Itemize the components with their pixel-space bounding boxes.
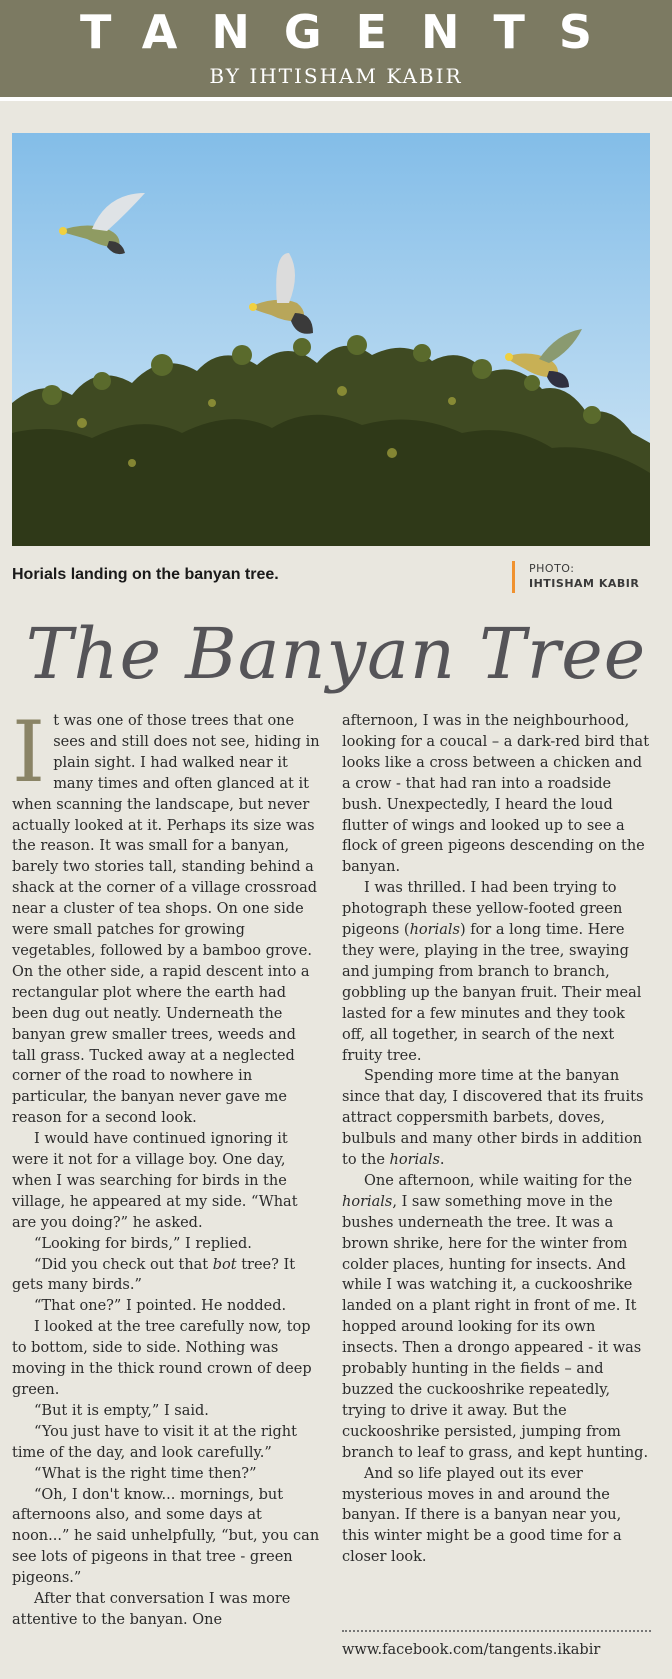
photo-credit-name: IHTISHAM KABIR <box>529 577 640 590</box>
paragraph: “You just have to visit it at the right time of the day, and look carefully.” <box>12 1423 297 1461</box>
paragraph: “That one?” I pointed. He nodded. <box>34 1298 287 1315</box>
paragraph: One afternoon, while waiting for the horials, I saw something move in the bushes underneath the tree. It was a brown shrike, here for the winter from colder places, hunting for insects. And while I was watching it, a cuckooshrike landed on a plant right in front of me. It hopped around looking for its own insects. Then a drongo appeared - it was probably hunting in the fields – and buzzed the cuckooshrike repeatedly, trying to drive it away. But the cuckooshrike persisted, jumping from branch to leaf to grass, and kept hunting. <box>342 1172 649 1461</box>
photo-credit-label: PHOTO: <box>529 562 575 575</box>
paragraph: I would have continued ignoring it were it not for a village boy. One day, when I was searching for birds in the village, he appeared at my side. “What are you doing?” he asked. <box>12 1131 298 1231</box>
article-photo <box>12 133 650 546</box>
paragraph: “Oh, I don't know... mornings, but afternoons also, and some days at noon...” he said unhelpfully, “but, you can see lots of pigeons in that tree - green pigeons.” <box>12 1486 320 1587</box>
paragraph: Spending more time at the banyan since that day, I discovered that its fruits attract coppersmith barbets, doves, bulbuls and many other birds in addition to the horials. <box>342 1068 644 1169</box>
article-column-2 <box>342 711 652 1568</box>
masthead <box>0 0 672 97</box>
article-headline: The Banyan Tree <box>25 613 647 695</box>
column-title: TANGENTS <box>79 5 627 59</box>
paragraph: And so life played out its ever mysterious moves in and around the banyan. If there is a banyan near you, this winter might be a good time for a closer look. <box>342 1465 622 1566</box>
article-column-1 <box>12 703 321 1631</box>
paragraph: After that conversation I was more attentive to the banyan. One <box>12 1591 291 1628</box>
paragraph: “What is the right time then?” <box>34 1465 257 1482</box>
paragraph: I looked at the tree carefully now, top to bottom, side to side. Nothing was moving in the thick round crown of deep green. <box>12 1319 312 1398</box>
byline: BY IHTISHAM KABIR <box>209 64 463 88</box>
paragraph: afternoon, I was in the neighbourhood, looking for a coucal – a dark-red bird that looks like a cross between a chicken and a crow - that had ran into a roadside bush. Unexpectedly, I heard the loud flutter of wings and looked up to see a flock of green pigeons descending on the banyan. <box>342 713 650 876</box>
paragraph: It was one of those trees that one sees and still does not see, hiding in plain sight. I had walked near it many times and often glanced at it when scanning the landscape, but never actually looked at it. Perhaps its size was the reason. It was small for a banyan, barely two stories tall, standing behind a shack at the corner of a village crossroad near a cluster of tea shops. On one side were small patches for growing vegetables, followed by a bamboo grove. On the other side, a rapid descent into a rectangular plot where the earth had been dug out neatly. Underneath the banyan grew smaller trees, weeds and tall grass. Tucked away at a neglected corner of the road to nowhere in particular, the banyan never gave me reason for a second look. <box>12 703 320 1127</box>
paragraph: “Did you check out that bot tree? It gets many birds.” <box>12 1256 296 1294</box>
facebook-link[interactable]: www.facebook.com/tangents.ikabir <box>342 1642 601 1658</box>
masthead-rule <box>0 97 672 101</box>
dotted-divider <box>342 1630 651 1634</box>
photo-credit <box>529 561 669 591</box>
credit-accent-bar <box>512 561 515 593</box>
photo-caption: Horials landing on the banyan tree. <box>12 566 279 583</box>
paragraph: “But it is empty,” I said. <box>34 1402 209 1419</box>
drop-cap: I <box>12 703 46 801</box>
paragraph: I was thrilled. I had been trying to photograph these yellow-footed green pigeons (horials) for a long time. Here they were, playing in the tree, swaying and jumping from branch to branch, gobbling up the banyan fruit. Their meal lasted for a few minutes and they took off, all together, in search of the next fruity tree. <box>342 880 642 1064</box>
paragraph: “Looking for birds,” I replied. <box>34 1235 252 1252</box>
